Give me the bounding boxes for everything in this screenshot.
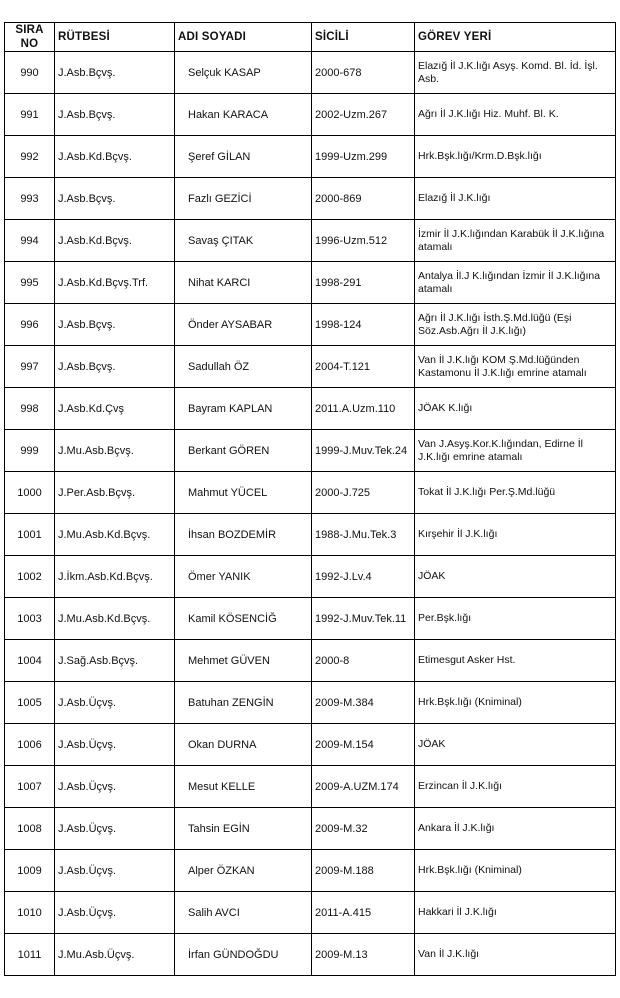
cell-adi-soyadi: Sadullah ÖZ [175, 346, 312, 388]
cell-sira-no: 1000 [5, 472, 55, 514]
cell-rutbe: J.Asb.Kd.Bçvş. [55, 136, 175, 178]
table-row [5, 472, 616, 514]
cell-adi-soyadi: Önder AYSABAR [175, 304, 312, 346]
header-sira-no: SIRA NO [5, 23, 55, 52]
cell-gorev-yeri: Van J.Asyş.Kor.K.lığından, Edirne İl J.K.lığı emrine atamalı [415, 430, 616, 472]
cell-rutbe: J.Asb.Bçvş. [55, 304, 175, 346]
cell-sira-no: 1011 [5, 934, 55, 976]
cell-sira-no: 1006 [5, 724, 55, 766]
cell-rutbe: J.Asb.Üçvş. [55, 892, 175, 934]
cell-sira-no: 999 [5, 430, 55, 472]
table-row [5, 682, 616, 724]
cell-adi-soyadi: Tahsin EGİN [175, 808, 312, 850]
cell-gorev-yeri: Ağrı İl J.K.lığı İsth.Ş.Md.lüğü (Eşi Söz.Asb.Ağrı İl J.K.lığı) [415, 304, 616, 346]
cell-gorev-yeri: Elazığ İl J.K.lığı [415, 178, 616, 220]
cell-rutbe: J.Asb.Üçvş. [55, 766, 175, 808]
cell-gorev-yeri: JÖAK [415, 724, 616, 766]
cell-rutbe: J.Mu.Asb.Bçvş. [55, 430, 175, 472]
cell-rutbe: J.Asb.Üçvş. [55, 850, 175, 892]
table-row [5, 724, 616, 766]
cell-sicili: 1999-Uzm.299 [312, 136, 415, 178]
header-adi-soyadi: ADI SOYADI [175, 23, 312, 52]
cell-gorev-yeri: Hrk.Bşk.lığı (Kniminal) [415, 850, 616, 892]
cell-sira-no: 994 [5, 220, 55, 262]
table-row [5, 94, 616, 136]
cell-gorev-yeri: JÖAK K.lığı [415, 388, 616, 430]
cell-sira-no: 993 [5, 178, 55, 220]
cell-adi-soyadi: Okan DURNA [175, 724, 312, 766]
cell-sira-no: 1002 [5, 556, 55, 598]
cell-adi-soyadi: Batuhan ZENGİN [175, 682, 312, 724]
cell-rutbe: J.Asb.Bçvş. [55, 52, 175, 94]
cell-adi-soyadi: Berkant GÖREN [175, 430, 312, 472]
cell-gorev-yeri: Van İl J.K.lığı KOM Ş.Md.lüğünden Kastamonu İl J.K.lığı emrine atamalı [415, 346, 616, 388]
cell-adi-soyadi: Fazlı GEZİCİ [175, 178, 312, 220]
cell-gorev-yeri: Elazığ İl J.K.lığı Asyş. Komd. Bl. İd. İşl. Asb. [415, 52, 616, 94]
table-row [5, 52, 616, 94]
cell-sicili: 1998-291 [312, 262, 415, 304]
header-sicili: SİCİLİ [312, 23, 415, 52]
cell-rutbe: J.Mu.Asb.Üçvş. [55, 934, 175, 976]
cell-sira-no: 991 [5, 94, 55, 136]
cell-rutbe: J.Asb.Kd.Bçvş. [55, 220, 175, 262]
cell-adi-soyadi: Mesut KELLE [175, 766, 312, 808]
cell-rutbe: J.Asb.Üçvş. [55, 724, 175, 766]
cell-adi-soyadi: Bayram KAPLAN [175, 388, 312, 430]
table-row [5, 556, 616, 598]
cell-adi-soyadi: Mehmet GÜVEN [175, 640, 312, 682]
table-row [5, 598, 616, 640]
cell-gorev-yeri: Etimesgut Asker Hst. [415, 640, 616, 682]
cell-sira-no: 1007 [5, 766, 55, 808]
cell-sicili: 2002-Uzm.267 [312, 94, 415, 136]
cell-sicili: 2011.A.Uzm.110 [312, 388, 415, 430]
cell-adi-soyadi: Selçuk KASAP [175, 52, 312, 94]
cell-sira-no: 1001 [5, 514, 55, 556]
cell-sicili: 1992-J.Muv.Tek.11 [312, 598, 415, 640]
cell-adi-soyadi: Salih AVCI [175, 892, 312, 934]
cell-gorev-yeri: Kırşehir İl J.K.lığı [415, 514, 616, 556]
cell-adi-soyadi: Nihat KARCI [175, 262, 312, 304]
cell-sira-no: 990 [5, 52, 55, 94]
cell-adi-soyadi: İrfan GÜNDOĞDU [175, 934, 312, 976]
cell-sicili: 1992-J.Lv.4 [312, 556, 415, 598]
cell-gorev-yeri: Erzincan İl J.K.lığı [415, 766, 616, 808]
cell-sicili: 2009-M.13 [312, 934, 415, 976]
cell-sicili: 1999-J.Muv.Tek.24 [312, 430, 415, 472]
cell-adi-soyadi: Mahmut YÜCEL [175, 472, 312, 514]
cell-gorev-yeri: Hrk.Bşk.lığı (Kniminal) [415, 682, 616, 724]
cell-sicili: 2009-M.154 [312, 724, 415, 766]
cell-sira-no: 992 [5, 136, 55, 178]
table-row [5, 262, 616, 304]
cell-sicili: 2009-A.UZM.174 [312, 766, 415, 808]
cell-sira-no: 1008 [5, 808, 55, 850]
cell-sicili: 1998-124 [312, 304, 415, 346]
table-row [5, 808, 616, 850]
cell-gorev-yeri: Ağrı İl J.K.lığı Hiz. Muhf. Bl. K. [415, 94, 616, 136]
table-row [5, 514, 616, 556]
cell-gorev-yeri: Ankara İl J.K.lığı [415, 808, 616, 850]
cell-rutbe: J.Mu.Asb.Kd.Bçvş. [55, 514, 175, 556]
cell-sira-no: 1004 [5, 640, 55, 682]
table-row [5, 766, 616, 808]
cell-sicili: 2000-8 [312, 640, 415, 682]
cell-sicili: 1988-J.Mu.Tek.3 [312, 514, 415, 556]
cell-adi-soyadi: İhsan BOZDEMİR [175, 514, 312, 556]
header-row [5, 23, 616, 52]
personnel-table [4, 22, 616, 976]
table-row [5, 430, 616, 472]
cell-adi-soyadi: Hakan KARACA [175, 94, 312, 136]
cell-rutbe: J.Asb.Üçvş. [55, 808, 175, 850]
cell-sicili: 2000-869 [312, 178, 415, 220]
cell-rutbe: J.Asb.Bçvş. [55, 346, 175, 388]
cell-adi-soyadi: Kamil KÖSENCİĞ [175, 598, 312, 640]
cell-rutbe: J.Mu.Asb.Kd.Bçvş. [55, 598, 175, 640]
table-row [5, 220, 616, 262]
cell-gorev-yeri: Tokat İl J.K.lığı Per.Ş.Md.lüğü [415, 472, 616, 514]
cell-gorev-yeri: Per.Bşk.lığı [415, 598, 616, 640]
cell-gorev-yeri: Van İl J.K.lığı [415, 934, 616, 976]
table-body [5, 52, 616, 976]
header-gorev-yeri: GÖREV YERİ [415, 23, 616, 52]
cell-sicili: 2009-M.188 [312, 850, 415, 892]
table-row [5, 178, 616, 220]
table-row [5, 640, 616, 682]
cell-rutbe: J.Asb.Kd.Çvş [55, 388, 175, 430]
cell-adi-soyadi: Ömer YANIK [175, 556, 312, 598]
cell-sicili: 1996-Uzm.512 [312, 220, 415, 262]
cell-rutbe: J.Asb.Bçvş. [55, 178, 175, 220]
cell-rutbe: J.Asb.Kd.Bçvş.Trf. [55, 262, 175, 304]
cell-sira-no: 1003 [5, 598, 55, 640]
table-row [5, 304, 616, 346]
cell-rutbe: J.Per.Asb.Bçvş. [55, 472, 175, 514]
table-row [5, 934, 616, 976]
cell-adi-soyadi: Savaş ÇITAK [175, 220, 312, 262]
cell-sicili: 2009-M.384 [312, 682, 415, 724]
cell-gorev-yeri: JÖAK [415, 556, 616, 598]
cell-gorev-yeri: Hakkari İl J.K.lığı [415, 892, 616, 934]
cell-rutbe: J.Sağ.Asb.Bçvş. [55, 640, 175, 682]
cell-sicili: 2009-M.32 [312, 808, 415, 850]
table-row [5, 892, 616, 934]
header-rutbe: RÜTBESİ [55, 23, 175, 52]
cell-rutbe: J.Asb.Bçvş. [55, 94, 175, 136]
table-row [5, 136, 616, 178]
cell-sira-no: 1009 [5, 850, 55, 892]
cell-sira-no: 996 [5, 304, 55, 346]
cell-gorev-yeri: İzmir İl J.K.lığından Karabük İl J.K.lığına atamalı [415, 220, 616, 262]
cell-sicili: 2011-A.415 [312, 892, 415, 934]
cell-sira-no: 995 [5, 262, 55, 304]
cell-rutbe: J.İkm.Asb.Kd.Bçvş. [55, 556, 175, 598]
cell-rutbe: J.Asb.Üçvş. [55, 682, 175, 724]
cell-gorev-yeri: Antalya İl.J K.lığından İzmir İl J.K.lığına atamalı [415, 262, 616, 304]
cell-sicili: 2004-T.121 [312, 346, 415, 388]
cell-sira-no: 1010 [5, 892, 55, 934]
cell-sicili: 2000-J.725 [312, 472, 415, 514]
cell-adi-soyadi: Alper ÖZKAN [175, 850, 312, 892]
table-row [5, 388, 616, 430]
table-row [5, 346, 616, 388]
table-row [5, 850, 616, 892]
table-header [5, 23, 616, 52]
cell-sicili: 2000-678 [312, 52, 415, 94]
cell-gorev-yeri: Hrk.Bşk.lığı/Krm.D.Bşk.lığı [415, 136, 616, 178]
cell-sira-no: 1005 [5, 682, 55, 724]
cell-sira-no: 997 [5, 346, 55, 388]
cell-sira-no: 998 [5, 388, 55, 430]
cell-adi-soyadi: Şeref GİLAN [175, 136, 312, 178]
